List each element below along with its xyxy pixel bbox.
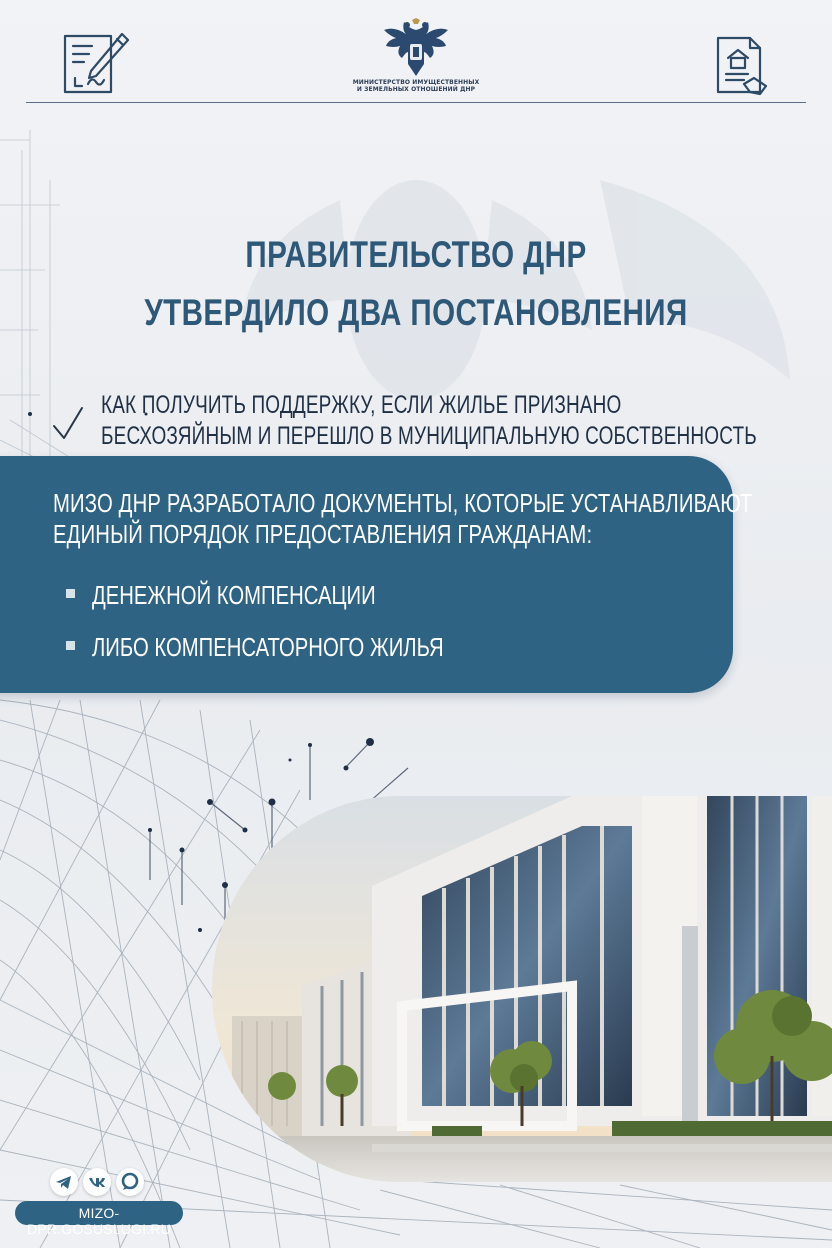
page-title	[131, 226, 701, 342]
info-panel-text	[53, 488, 753, 550]
bullet-icon	[66, 589, 75, 598]
subtitle	[101, 390, 757, 452]
header-divider	[26, 102, 806, 103]
ministry-name-line2: И ЗЕМЕЛЬНЫХ ОТНОШЕНИЙ ДНР	[356, 86, 476, 93]
bullet-label: ЛИБО КОМПЕНСАТОРНОГО ЖИЛЬЯ	[92, 632, 444, 662]
bullet-label: ДЕНЕЖНОЙ КОМПЕНСАЦИИ	[92, 580, 376, 610]
subtitle-line2: БЕСХОЗЯЙНЫМ И ПЕРЕШЛО В МУНИЦИПАЛЬНУЮ СОБСТВЕННОСТЬ	[101, 422, 757, 450]
ministry-name	[316, 79, 516, 93]
document-pen-icon	[62, 30, 130, 96]
title-line1: ПРАВИТЕЛЬСТВО ДНР	[245, 234, 587, 275]
building-photo	[212, 796, 832, 1182]
panel-line1: МИЗО ДНР РАЗРАБОТАЛО ДОКУМЕНТЫ, КОТОРЫЕ УСТАНАВЛИВАЮТ	[53, 488, 753, 518]
vk-icon[interactable]	[83, 1168, 111, 1196]
ministry-name-line1: МИНИСТЕРСТВО ИМУЩЕСТВЕННЫХ	[352, 79, 480, 86]
website-url[interactable]: MIZO-DPR.GOSUSLUGI.RU	[27, 1205, 171, 1237]
max-icon[interactable]	[116, 1168, 144, 1196]
title-line2: УТВЕРДИЛО ДВА ПОСТАНОВЛЕНИЯ	[144, 292, 688, 333]
telegram-icon[interactable]	[50, 1168, 78, 1196]
panel-line2: ЕДИНЫЙ ПОРЯДОК ПРЕДОСТАВЛЕНИЯ ГРАЖДАНАМ:	[53, 519, 593, 549]
subtitle-line1: КАК ПОЛУЧИТЬ ПОДДЕРЖКУ, ЕСЛИ ЖИЛЬЕ ПРИЗНАНО	[101, 391, 622, 419]
property-document-icon	[714, 34, 774, 96]
double-headed-eagle-emblem	[380, 18, 452, 80]
bullet-icon	[66, 641, 75, 650]
website-link[interactable]	[15, 1201, 183, 1237]
checkmark-icon	[52, 404, 84, 444]
